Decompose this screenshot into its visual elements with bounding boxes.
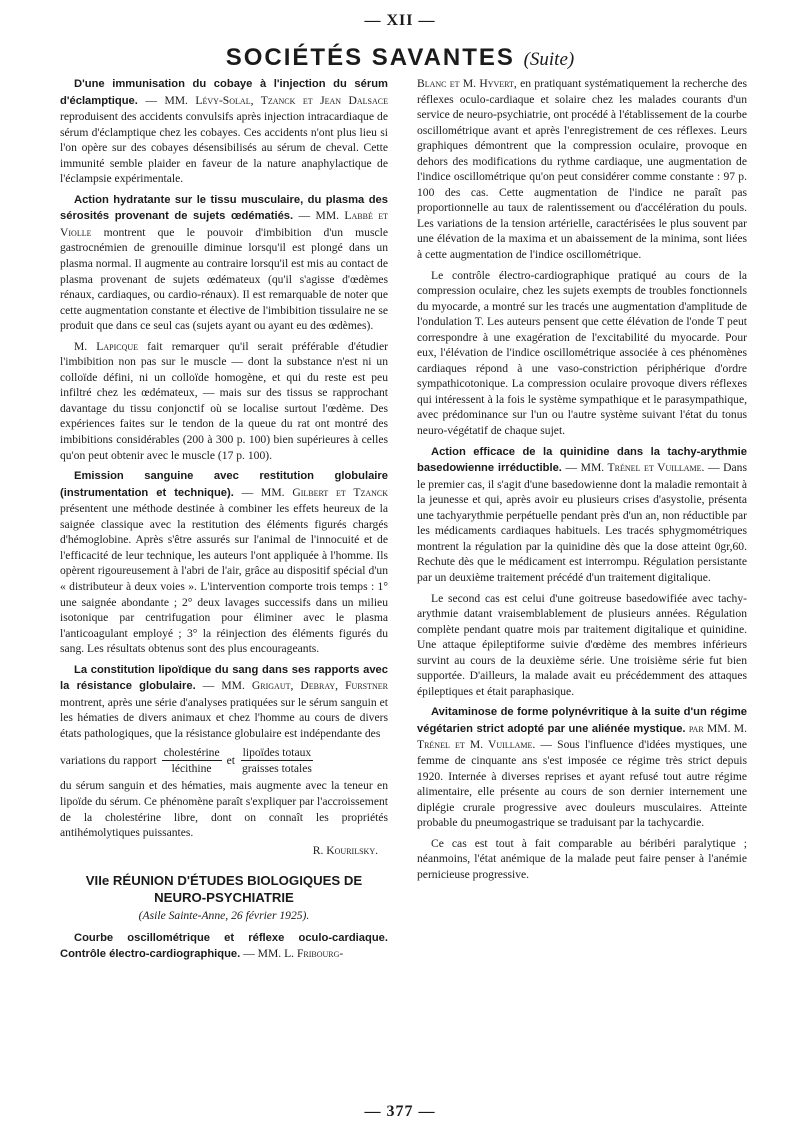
- formula-lead: variations du rapport: [60, 754, 157, 768]
- ratio-formula: [60, 745, 388, 776]
- abstract-courbe-continued: [417, 76, 747, 263]
- abstract-title: La constitution lipoïdique du sang dans ses rapports avec la résistance globulaire.: [60, 663, 388, 693]
- abstract-body: montrent, après une série d'analyses pratiquées sur le sérum sanguin et les hématies de divers animaux et chez l'homme au cours de divers états pathologiques, que la résistance globulaire est indépendante des: [60, 695, 388, 740]
- abstract-authors: — MM. Labbé et Violle: [60, 209, 388, 239]
- abstract-body: présentent une méthode destinée à combiner les effets heureux de la saignée classique avec la restitution des éléments figurés chargés d'hémoglobine. Après s'être assurés sur l'animal de l'innocuité et de l'efficacité de leur technique, les auteurs l'ont appliquée à l'homme. Ils opèrent rigoureusement à l'abri de l'air, grâce au dispositif spécial d'un « distributeur à deux voies ». L'intervention comporte trois temps : 1° une saignée abondante ; 2° deux lavages successifs dans un milieu isotonique par centrifugation pour éliminer avec le plasma l'anticoagulant employé ; 3° la réinjection des éléments figurés du sang. Les résultats obtenus sont des plus encourageants.: [60, 502, 388, 656]
- abstract-title: Action hydratante sur le tissu musculaire, du plasma des sérosités provenant de sujets œdématiés.: [60, 193, 388, 223]
- fraction-denominator: lécithine: [171, 762, 212, 776]
- abstract-title: Courbe oscillométrique et réflexe oculo-cardiaque. Contrôle électro-cardiographique.: [60, 931, 388, 961]
- fraction-numerator: cholestérine: [163, 746, 220, 760]
- abstract-avitaminose: [417, 704, 747, 830]
- abstract-authors: — MM. Gilbert et Tzanck: [241, 485, 388, 499]
- abstract-lapicque-remark: [60, 339, 388, 463]
- abstract-authors: Blanc et M. Hyvert,: [417, 77, 517, 90]
- abstract-constitution-lipoidique: [60, 662, 388, 742]
- abstract-authors: — MM. Trénel et Vuillame.: [565, 461, 705, 475]
- section-subheading: (Asile Sainte-Anne, 26 février 1925).: [138, 909, 310, 923]
- page-number: — 377 —: [364, 1103, 436, 1120]
- abstract-body: — Dans le premier cas, il s'agit d'une basedowienne dont la maladie remontait à la jeunesse et qui, après avoir eu plusieurs crises d'asystolie, présenta une tachyarythmie perpétuelle pendant près d'un an, non réductible par les médicaments cardiaques habituels. Les tracés sphygmométriques montrent la régulation par la quinidine dès que la dose atteint 0gr,60. Rechute dès que le médicament est interrompu. Régulation persistante par un deuxième traitement précédé d'un traitement digitalique.: [417, 461, 747, 584]
- formula-conjunction: et: [226, 754, 235, 768]
- abstract-title: Avitaminose de forme polynévritique à la suite d'un régime végétarien strict adopté par une aliénée mystique.: [417, 706, 747, 735]
- abstract-beriberi: Ce cas est tout à fait comparable au béribéri paralytique ; néanmoins, l'état anémique de la malade peut faire penser à l'anémie pernicieuse progressive.: [417, 836, 747, 881]
- abstract-second-cas: Le second cas est celui d'une goitreuse basedowifiée avec tachy-arythmie datant vraisemblablement de plusieurs années. Régulation complète pendant quatre mois par traitement digitalique et quinidine. Une attaque épileptiforme suivie d'œdème des membres inférieurs survint au cours de la deuxième série. Une troisième série fut bien supportée. D'ailleurs, la malade avait eu précédemment des attaques épileptiques et était paraphasique.: [417, 591, 747, 698]
- abstract-emission-sanguine: [60, 468, 388, 657]
- abstract-eclampsie: [60, 76, 388, 187]
- running-head-suite: (Suite): [523, 49, 575, 70]
- roman-page-marker: — XII —: [364, 12, 436, 29]
- abstract-authors: — MM. Grigaut, Debray, Furstner: [202, 679, 388, 693]
- abstract-body-continued: du sérum sanguin et des hématies, mais augmente avec la teneur en lipoïde du sérum. Ce phénomène paraît s'expliquer par l'accroissement de la cholestérine libre, dont on connaît les propriétés antihémolytiques puissantes.: [60, 779, 388, 840]
- abstract-body: montrent que le pouvoir d'imbibition d'un muscle gastrocnémien de grenouille diminue lorsqu'il est plongé dans un plasma normal. Il augmente au contraire lorsqu'il est mis au contact de plasma provenant de sujets œdémateux (qu'il s'agisse d'œdèmes rénaux, cardiaques, ou cardio-rénaux). Il est remarquable de noter que cette augmentation constante et élective de l'imbibition tissulaire ne se produit que dans ce seul cas (sujets ayant ou ayant eu des œdèmes).: [60, 225, 388, 333]
- abstract-action-hydratante: [60, 192, 388, 334]
- left-column: [60, 76, 388, 963]
- running-head: [0, 44, 800, 72]
- abstract-body: — Sous l'influence d'idées mystiques, une femme de cinquante ans s'est imposée ce régime très strict depuis 1920. Internée à diverses reprises et ayant refusé tout autre régime alimentaire, elle présente au cours de son dernier internement une diplégie crurale progressive avec douleurs musculaires. Atteinte probable du pneumogastrique se traduisant par la tachycardie.: [417, 738, 748, 830]
- abstract-title: Action efficace de la quinidine dans la tachy-arythmie basedowienne irréductible.: [417, 445, 747, 475]
- section-heading: VIIe RÉUNION D'ÉTUDES BIOLOGIQUES DE NEURO-PSYCHIATRIE: [85, 873, 363, 906]
- abstract-courbe-oscillometrique: [60, 930, 388, 963]
- right-column: [417, 76, 747, 882]
- fraction-numerator: lipoïdes totaux: [242, 746, 312, 760]
- abstract-authors: par MM. M. Trénel et M. Vuillame.: [417, 721, 747, 752]
- abstract-body: reproduisent des accidents convulsifs après injection intracardiaque de sérum d'éclamptique chez les cobayes. Ces accidents n'ont plus lieu si l'on opère sur des cobayes désensibilisés au sérum de cheval. Cette immunité semble plaider en faveur de la nature anaphylactique de l'éclampsie expérimentale.: [60, 110, 388, 186]
- abstract-controle-electro: Le contrôle électro-cardiographique pratiqué au cours de la compression oculaire, chez les sujets exempts de troubles fonctionnels du myocarde, a montré sur les tracés une augmentation d'amplitude de l'ondulation T. Les auteurs pensent que cette élévation de l'onde T peut correspondre à une exagération de l'excitabilité du myocarde. Pour eux, l'élévation de l'indice oscillométrique associée à ces phénomènes cardiaques répond à une vaso-constriction périphérique d'ordre sympathicotonique. La compression oculaire provoque divers réflexes qui intéressent à la fois le système sympathique et le parasympathique, avec prédominance sur l'un ou l'autre système suivant l'état du tonus neuro-végétatif de chaque sujet.: [417, 268, 747, 438]
- running-head-title: SOCIÉTÉS SAVANTES: [225, 44, 515, 71]
- abstract-quinidine: [417, 444, 747, 586]
- fraction-denominator: graisses totales: [241, 762, 312, 776]
- abstract-body: en pratiquant systématiquement la recherche des réflexes oculo-cardiaque et solaire chez les malades courants d'un service de neuro-psychiatrie, ont procédé à l'établissement de la courbe oscillométrique avant et après l'enregistrement de ces réflexes. Leurs graphiques démontrent que la compression oculaire, provoque en dehors des modifications du rythme cardiaque, une augmentation de l'indice oscillométrique qu'on peut considérer comme constante : 97 p. 100 des cas. Cette augmentation de l'indice ne paraît pas proportionnelle au taux de ralentissement ou d'accélération du pouls. Les variations de la tension artérielle, caractérisées le plus souvent par une élévation de la maxima et un abaissement de la minima, sont liées à cette augmentation de l'indice oscillométrique.: [417, 77, 747, 262]
- fraction-cholesterine-lecithine: [162, 745, 222, 776]
- author-signature: R. Kourilsky.: [312, 843, 378, 857]
- fraction-lipoides-graisses: [240, 745, 314, 776]
- abstract-authors: — MM. Lévy-Solal, Tzanck et Jean Dalsace: [145, 93, 389, 107]
- abstract-title: D'une immunisation du cobaye à l'injection du sérum d'éclamptique.: [60, 78, 388, 107]
- abstract-authors: — MM. L. Fribourg-: [243, 947, 344, 961]
- abstract-title: Emission sanguine avec restitution globulaire (instrumentation et technique).: [60, 470, 388, 499]
- abstract-body: fait remarquer qu'il serait préférable d'étudier l'imbibition non pas sur le muscle — dont la substance n'est ni un colloïde défini, ni un colloïde homogène, et qui du reste est peu infiltré chez les œdémateux, — mais sur des tissus se rapprochant davantage du tissu conjonctif où se localise surtout l'œdème. Des expériences faites sur le tendon de la queue du rat ont montré des imbibitions considérables (200 à 300 p. 100) bien supérieures à celles qu'on peut obtenir avec le muscle (17 p. 100).: [60, 339, 389, 462]
- abstract-authors: M. Lapicque: [74, 339, 139, 353]
